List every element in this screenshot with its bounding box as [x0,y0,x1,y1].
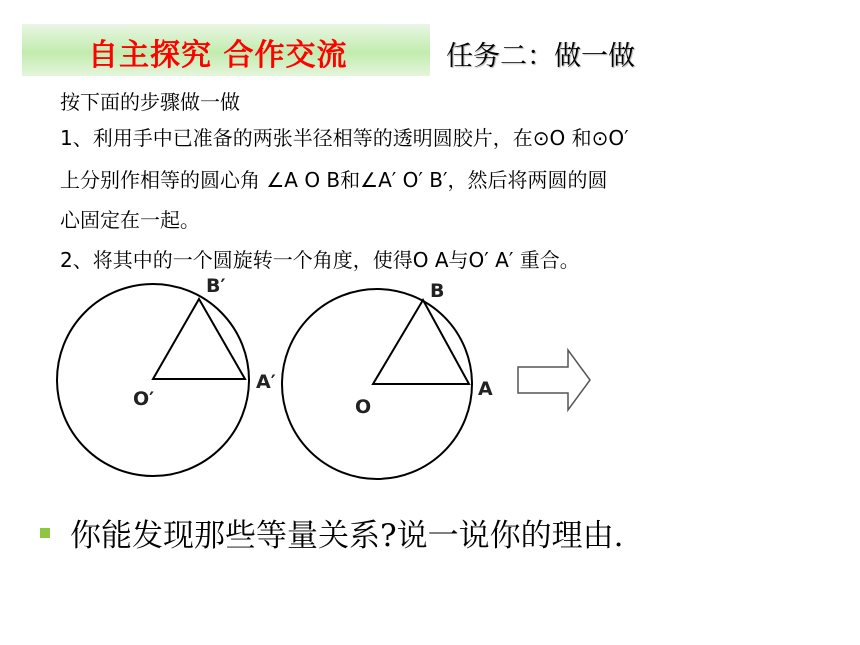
label-a: A [478,378,493,400]
label-o: O [355,396,372,418]
slide-title: 自主探究 合作交流 [88,38,348,73]
question-text: 你能发现那些等量关系?说一说你的理由. [70,518,624,554]
step-1-line-2: 上分别作相等的圆心角 ∠A O B和∠A′ O′ B′，然后将两圆的圆 [60,168,608,192]
label-a-prime: A′ [256,371,276,393]
label-b-prime: B′ [206,275,226,297]
label-b: B [430,280,445,302]
bullet-square-icon [40,528,50,538]
step-intro: 按下面的步骤做一做 [60,90,240,114]
step-1-line-1: 1、利用手中已准备的两张半径相等的透明圆胶片，在⊙O 和⊙O′ [60,126,629,150]
triangle-left [153,299,245,379]
right-arrow-icon [518,350,590,410]
step-1-line-3: 心固定在一起。 [60,208,200,232]
label-o-prime: O′ [133,388,155,410]
task-heading: 任务二：做一做 [446,41,635,72]
triangle-right [373,300,469,384]
step-2: 2、将其中的一个圆旋转一个角度，使得O A与O′ A′ 重合。 [60,248,580,272]
